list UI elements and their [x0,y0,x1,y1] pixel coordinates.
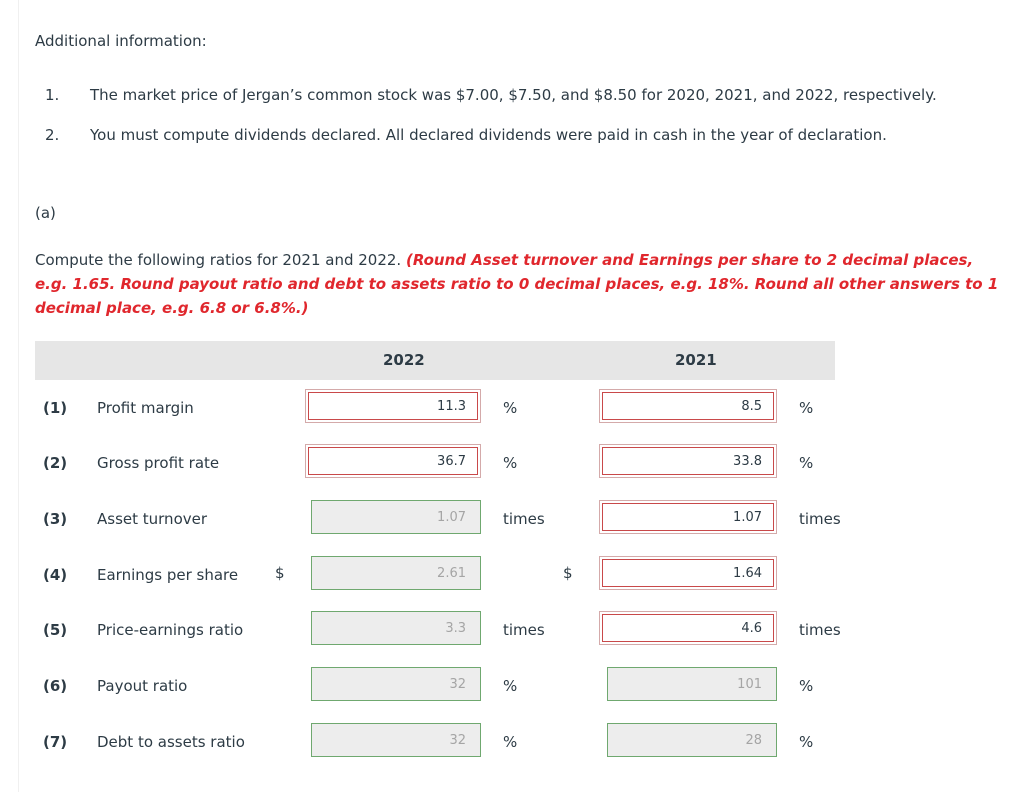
ratio-row [35,382,995,438]
row-number: (5) [43,621,68,639]
answer-input-2022[interactable]: 36.7 [305,444,481,478]
answer-input-2022[interactable]: 1.07 [311,500,481,534]
unit-2022: times [503,510,545,528]
ratio-row [35,660,995,716]
row-label: Profit margin [97,399,194,417]
column-header-2021: 2021 [675,351,717,369]
answer-input-2021[interactable]: 33.8 [599,444,777,478]
row-number: (7) [43,733,68,751]
ratio-row [35,716,995,772]
column-header-2022: 2022 [383,351,425,369]
question-page [18,0,1024,792]
instructions [35,248,1010,320]
answer-input-2021[interactable]: 1.64 [599,556,777,590]
row-label: Gross profit rate [97,454,220,472]
rounding-instructions: (Round Asset turnover and Earnings per share to 2 decimal places, e.g. 1.65. Round payout ratio and debt to assets ratio to 0 decimal places, e.g. 18%. Round all other answers to 1 decimal place, e.g. 6.8 or 6.8%.) [35,251,999,317]
unit-2022: % [503,399,518,417]
info-item [45,86,1005,126]
unit-2022: % [503,733,518,751]
ratio-row [35,549,995,605]
row-label: Payout ratio [97,677,188,695]
row-label: Debt to assets ratio [97,733,245,751]
answer-input-2022[interactable]: 32 [311,723,481,757]
answer-input-2022[interactable]: 32 [311,667,481,701]
info-number: 1. [45,86,60,104]
dollar-sign-2022: $ [275,564,285,582]
info-text: You must compute dividends declared. All declared dividends were paid in cash in the year of declaration. [90,126,887,144]
info-number: 2. [45,126,60,144]
unit-2021: times [799,621,841,639]
ratio-row [35,604,995,660]
ratio-row [35,437,995,493]
answer-input-2021[interactable]: 101 [607,667,777,701]
unit-2021: % [799,454,814,472]
unit-2021: % [799,399,814,417]
row-label: Asset turnover [97,510,208,528]
row-number: (1) [43,399,68,417]
answer-input-2022[interactable]: 2.61 [311,556,481,590]
row-number: (6) [43,677,68,695]
unit-2022: % [503,454,518,472]
info-text: The market price of Jergan’s common stock was $7.00, $7.50, and $8.50 for 2020, 2021, and 2022, respectively. [90,86,937,104]
unit-2022: times [503,621,545,639]
instructions-text: Compute the following ratios for 2021 and 2022. [35,251,406,269]
answer-input-2021[interactable]: 4.6 [599,611,777,645]
row-number: (2) [43,454,68,472]
answer-input-2021[interactable]: 8.5 [599,389,777,423]
info-item [45,126,1005,166]
ratio-row [35,493,995,549]
table-header [35,341,835,380]
answer-input-2021[interactable]: 28 [607,723,777,757]
unit-2021: % [799,733,814,751]
unit-2022: % [503,677,518,695]
dollar-sign-2021: $ [563,564,573,582]
additional-info-heading: Additional information: [35,32,207,50]
answer-input-2022[interactable]: 11.3 [305,389,481,423]
answer-input-2021[interactable]: 1.07 [599,500,777,534]
row-number: (3) [43,510,68,528]
unit-2021: % [799,677,814,695]
answer-input-2022[interactable]: 3.3 [311,611,481,645]
row-number: (4) [43,566,68,584]
row-label: Earnings per share [97,566,239,584]
info-list [45,86,1005,166]
row-label: Price-earnings ratio [97,621,244,639]
part-label: (a) [35,204,56,222]
unit-2021: times [799,510,841,528]
